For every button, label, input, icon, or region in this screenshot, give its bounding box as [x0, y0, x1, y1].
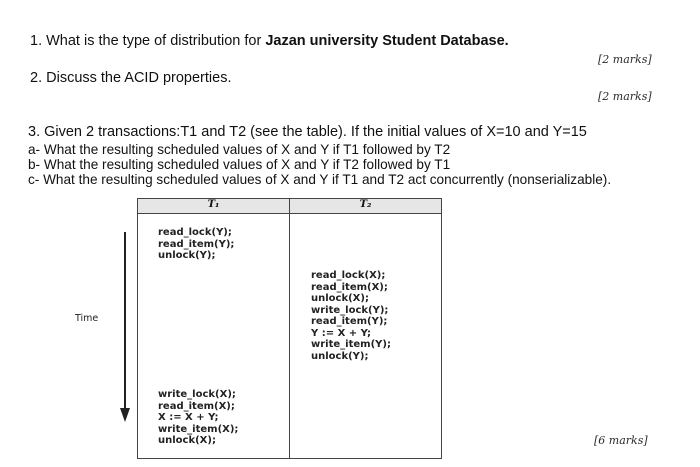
question-2: 2. Discuss the ACID properties. [30, 70, 232, 86]
t1-first-block [158, 227, 234, 262]
code-line: unlock(Y); [158, 250, 216, 261]
code-line: unlock(Y); [311, 350, 369, 362]
code-line: read_lock(Y); [158, 227, 232, 238]
question-3-intro: 3. Given 2 transactions:T1 and T2 (see the table). If the initial values of X=10 and Y=15 [28, 124, 587, 140]
code-line: write_item(X); [158, 423, 239, 435]
code-line: write_lock(Y); [311, 304, 389, 316]
code-line: Y := X + Y; [311, 327, 372, 339]
question-2-marks: [2 marks] [598, 90, 652, 103]
code-line: read_item(Y); [158, 238, 235, 250]
time-axis-label: Time [75, 313, 99, 324]
code-line: unlock(X); [158, 435, 216, 446]
t2-column [290, 214, 442, 459]
t2-block [311, 270, 391, 362]
code-line: read_item(Y); [311, 316, 388, 327]
t2-header: T₂ [290, 199, 442, 214]
question-1-text: 1. What is the type of distribution for [30, 33, 266, 49]
question-1 [30, 33, 509, 49]
code-line: read_lock(X); [311, 270, 386, 281]
t1-second-block [158, 389, 238, 447]
question-3-part-c: c- What the resulting scheduled values of X and Y if T1 and T2 act concurrently (nonserializable). [28, 172, 612, 187]
t1-header: T₁ [138, 199, 290, 214]
time-arrow-head-icon [120, 408, 130, 422]
code-line: read_item(X); [311, 281, 388, 293]
question-1-marks: [2 marks] [598, 53, 652, 66]
transaction-schedule-table [137, 198, 442, 459]
question-1-bold-text: Jazan university Student Database. [265, 33, 509, 49]
code-line: read_item(X); [158, 400, 235, 412]
code-line: write_lock(X); [158, 389, 236, 400]
time-arrow-line [124, 232, 126, 410]
code-line: write_item(Y); [311, 339, 391, 350]
code-line: X := X + Y; [158, 412, 219, 423]
t1-column [138, 214, 290, 459]
question-3-part-b: b- What the resulting scheduled values of X and Y if T2 followed by T1 [28, 157, 451, 172]
question-3-part-a: a- What the resulting scheduled values of X and Y if T1 followed by T2 [28, 142, 451, 157]
question-3-marks: [6 marks] [594, 434, 648, 447]
code-line: unlock(X); [311, 293, 369, 304]
